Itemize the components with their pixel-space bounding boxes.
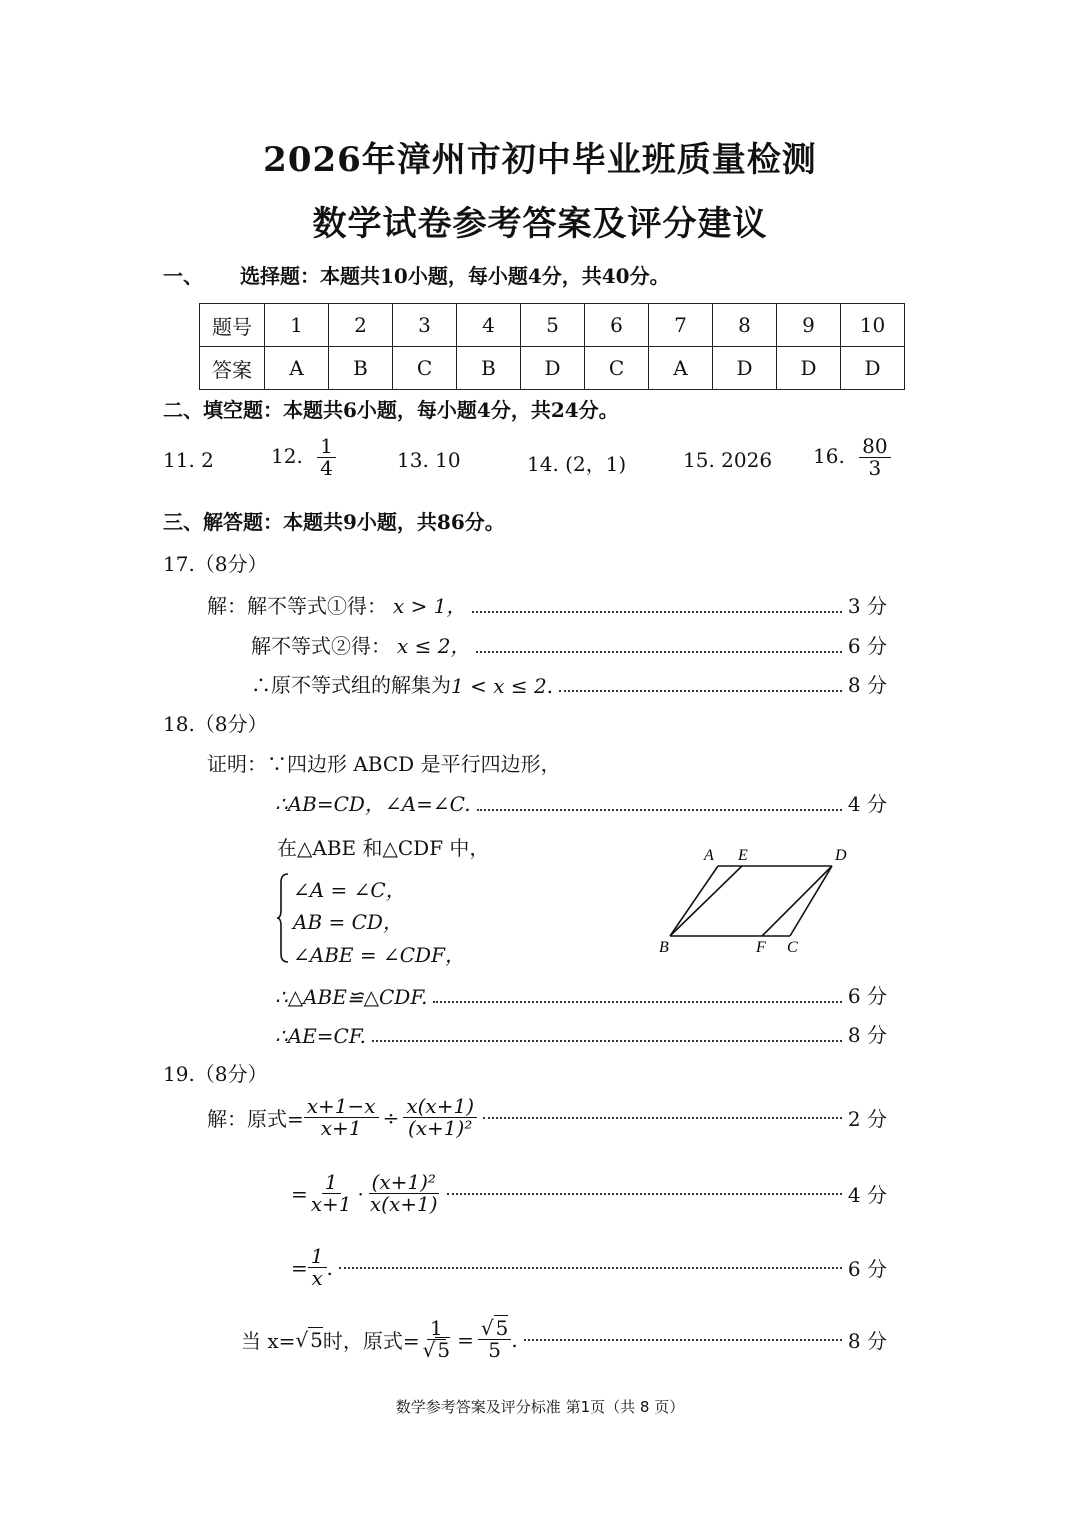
- q17-line1-text: 解：解不等式①得：: [207, 594, 387, 618]
- fraction-numerator: 80: [859, 436, 890, 458]
- equals-sign: =: [291, 1181, 308, 1206]
- fraction-numerator: x(x+1): [403, 1096, 477, 1118]
- score-label: 8 分: [847, 673, 887, 697]
- question-number-cell: 8: [713, 304, 777, 347]
- leader-dots: [433, 1001, 841, 1003]
- segment-be: [670, 866, 742, 936]
- q19-line1-text: 解：原式=: [207, 1107, 304, 1131]
- fraction-numerator: 1: [308, 1246, 327, 1268]
- q19-line2: [291, 1172, 887, 1215]
- q17-line3-math: 1 < x ≤ 2.: [451, 674, 554, 698]
- q18-title: 18.（8分）: [163, 712, 268, 736]
- sqrt-expression: √ 5: [295, 1327, 323, 1352]
- question-number-cell: 7: [649, 304, 713, 347]
- leader-dots: [339, 1267, 842, 1269]
- fraction: [420, 1318, 453, 1361]
- question-number-cell: 10: [841, 304, 905, 347]
- leader-dots: [447, 1193, 842, 1195]
- leader-dots: [472, 611, 841, 613]
- q19-line1: [207, 1096, 887, 1139]
- score-label: 4 分: [847, 792, 887, 816]
- q19-line4-text: 当 x=: [241, 1329, 296, 1353]
- fraction-numerator: 1: [317, 436, 336, 458]
- q18-line4: [275, 980, 887, 1009]
- answer-cell: C: [585, 347, 649, 390]
- section1-number: 一、: [163, 264, 203, 288]
- score-label: 6 分: [847, 984, 887, 1008]
- equals-sign: =: [457, 1327, 474, 1352]
- score-label: 8 分: [847, 1329, 887, 1353]
- answer-13: 13. 10: [397, 448, 461, 472]
- section2-header: 二、填空题：本题共6小题，每小题4分，共24分。: [163, 398, 619, 422]
- multiply-operator: ·: [357, 1181, 364, 1206]
- vertex-label-d: D: [835, 847, 847, 864]
- answer-12-label: 12.: [271, 444, 303, 468]
- fraction-denominator: (x+1)²: [407, 1116, 473, 1140]
- vertex-label-a: A: [704, 847, 714, 864]
- fraction: [859, 436, 890, 479]
- q17-line2-math: x ≤ 2，: [397, 634, 471, 658]
- q17-line3-text: ∴原不等式组的解集为: [251, 673, 451, 697]
- divide-operator: ÷: [382, 1105, 400, 1130]
- answer-16: [813, 436, 891, 479]
- sqrt-radicand: 5: [495, 1316, 509, 1340]
- table-header-cell: 题号: [200, 304, 265, 347]
- answer-16-label: 16.: [813, 444, 845, 468]
- fraction: [403, 1096, 477, 1139]
- parallelogram-figure: [650, 840, 870, 960]
- q18-condition1: ∠A = ∠C，: [293, 878, 406, 902]
- period: .: [511, 1327, 518, 1352]
- score-label: 4 分: [847, 1183, 887, 1207]
- fraction-denominator: x+1: [310, 1192, 352, 1216]
- fraction-numerator: (x+1)²: [369, 1172, 439, 1194]
- q19-line4-mid: 时，原式=: [322, 1329, 420, 1353]
- q18-line1: 证明：∵四边形 ABCD 是平行四边形，: [207, 752, 561, 776]
- equals-sign: =: [291, 1255, 308, 1280]
- answer-15: 15. 2026: [683, 448, 773, 472]
- question-number-cell: 4: [457, 304, 521, 347]
- leader-dots: [477, 809, 842, 811]
- fraction-denominator: 3: [868, 456, 882, 480]
- fraction-denominator: x: [311, 1266, 323, 1290]
- sqrt-radicand: 5: [310, 1327, 323, 1352]
- fraction: [308, 1172, 355, 1215]
- sqrt-radicand: 5: [437, 1338, 451, 1362]
- fraction-denominator: 5: [488, 1338, 502, 1362]
- fraction-denominator: x+1: [320, 1116, 362, 1140]
- table-row: [200, 304, 905, 347]
- fraction-denominator: 4: [320, 456, 333, 480]
- answer-cell: C: [393, 347, 457, 390]
- answer-cell: D: [521, 347, 585, 390]
- score-label: 6 分: [847, 1257, 887, 1281]
- score-label: 3 分: [847, 594, 887, 618]
- answer-cell: D: [777, 347, 841, 390]
- q18-line2-text: ∴AB=CD，∠A=∠C.: [275, 792, 471, 816]
- answer-cell: A: [265, 347, 329, 390]
- page-footer: 数学参考答案及评分标准 第1页（共 8 页）: [395, 1398, 685, 1416]
- answer-cell: D: [713, 347, 777, 390]
- answer-14: 14. (2，1): [527, 452, 627, 476]
- q17-line2-text: 解不等式②得：: [251, 634, 391, 658]
- page-title: 2026年漳州市初中毕业班质量检测: [263, 140, 817, 180]
- vertex-label-c: C: [787, 939, 798, 956]
- q17-title: 17.（8分）: [163, 552, 268, 576]
- question-number-cell: 6: [585, 304, 649, 347]
- q18-line5: [275, 1019, 887, 1048]
- fraction-numerator: 1: [322, 1172, 341, 1194]
- q17-line1-math: x > 1，: [393, 594, 467, 618]
- score-label: 2 分: [847, 1107, 887, 1131]
- question-number-cell: 2: [329, 304, 393, 347]
- answer-table: [199, 303, 905, 390]
- q18-condition3: ∠ABE = ∠CDF，: [293, 943, 465, 967]
- question-number-cell: 9: [777, 304, 841, 347]
- section3-header: 三、解答题：本题共9小题，共86分。: [163, 510, 505, 534]
- leader-dots: [559, 690, 842, 692]
- fraction: [478, 1318, 511, 1361]
- fraction: [367, 1172, 441, 1215]
- answer-cell: D: [841, 347, 905, 390]
- vertex-label-b: B: [659, 939, 669, 956]
- table-header-cell: 答案: [200, 347, 265, 390]
- answer-cell: B: [457, 347, 521, 390]
- leader-dots: [483, 1117, 842, 1119]
- q19-line3: [291, 1246, 887, 1289]
- q19-title: 19.（8分）: [163, 1062, 268, 1086]
- q18-line2: [275, 788, 887, 817]
- vertex-label-f: F: [756, 939, 766, 956]
- q17-line1: [207, 590, 887, 619]
- period: .: [326, 1255, 333, 1280]
- page-subtitle: 数学试卷参考答案及评分建议: [312, 204, 768, 244]
- answer-cell: A: [649, 347, 713, 390]
- question-number-cell: 3: [393, 304, 457, 347]
- section1-header: 选择题：本题共10小题，每小题4分，共40分。: [240, 264, 670, 288]
- q18-line5-text: ∴AE=CF.: [275, 1024, 366, 1048]
- fraction-numerator: √ 5: [478, 1318, 511, 1340]
- fraction-numerator: x+1−x: [304, 1096, 379, 1118]
- answer-12: [271, 436, 336, 479]
- answer-cell: B: [329, 347, 393, 390]
- side-ab: [670, 866, 718, 936]
- fraction-numerator: 1: [427, 1318, 446, 1340]
- answer-11: 11. 2: [163, 448, 214, 472]
- brace-icon: [276, 872, 290, 964]
- fraction: [308, 1246, 327, 1289]
- fraction: [304, 1096, 379, 1139]
- fraction-denominator: x(x+1): [369, 1192, 438, 1216]
- table-row: [200, 347, 905, 390]
- vertex-label-e: E: [738, 847, 748, 864]
- q18-line3: 在△ABE 和△CDF 中，: [277, 836, 490, 860]
- question-number-cell: 5: [521, 304, 585, 347]
- fraction-denominator: √ 5: [422, 1338, 451, 1362]
- leader-dots: [476, 651, 841, 653]
- q17-line2: [251, 630, 887, 659]
- question-number-cell: 1: [265, 304, 329, 347]
- q18-line4-text: ∴△ABE≌△CDF.: [275, 985, 428, 1009]
- leader-dots: [524, 1339, 842, 1341]
- q18-condition2: AB = CD，: [293, 910, 403, 934]
- score-label: 6 分: [847, 634, 887, 658]
- leader-dots: [372, 1040, 842, 1042]
- fraction: [317, 436, 336, 479]
- q17-line3: [251, 669, 887, 698]
- q19-line4: [241, 1318, 887, 1361]
- score-label: 8 分: [847, 1023, 887, 1047]
